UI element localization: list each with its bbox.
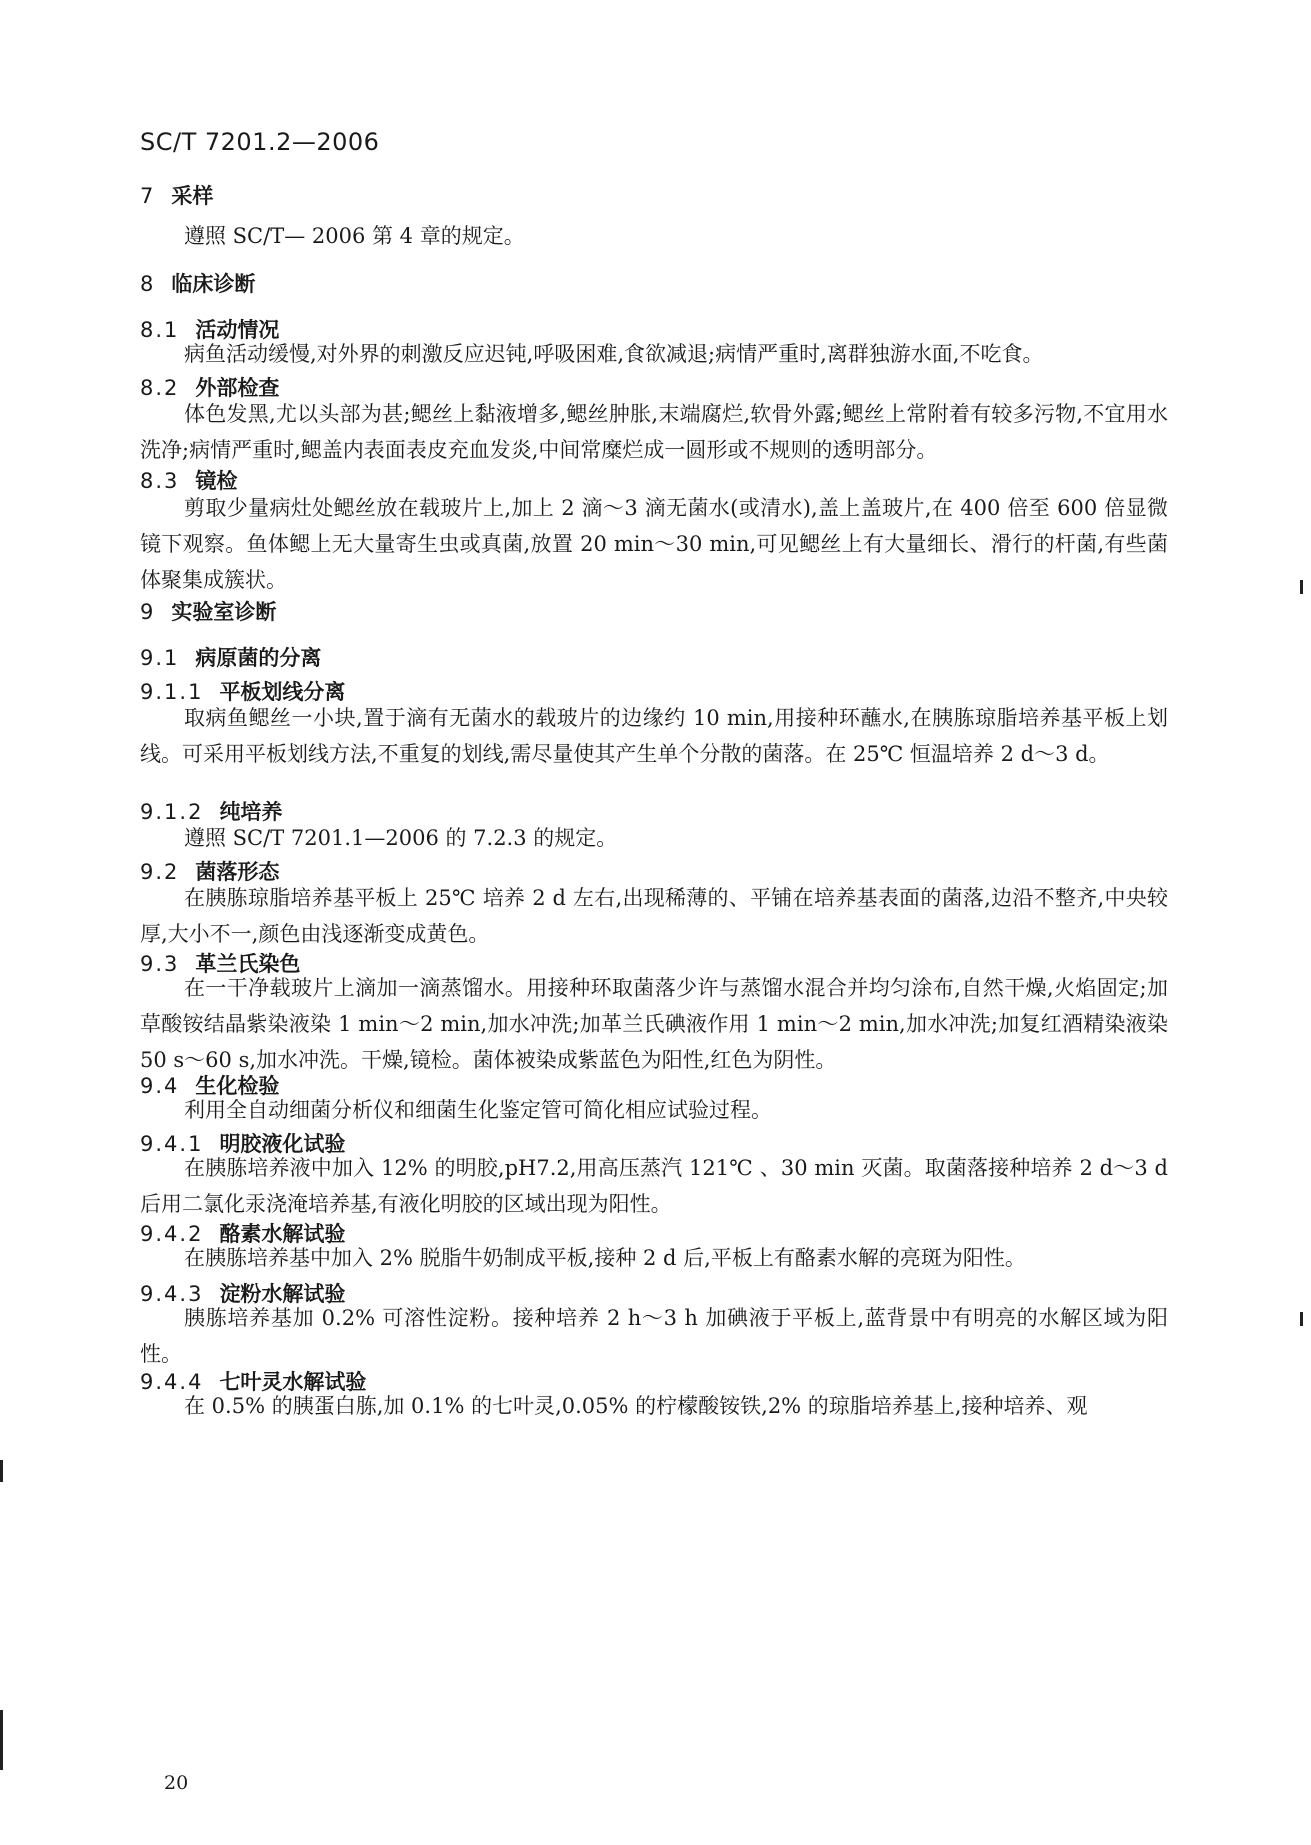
section-title: 镜检 <box>195 469 238 493</box>
document-id: SC/T 7201.2—2006 <box>140 128 380 156</box>
section-number: 9.2 <box>140 860 180 884</box>
section-title: 淀粉水解试验 <box>219 1282 346 1306</box>
scan-mark <box>1300 580 1303 594</box>
section-title: 革兰氏染色 <box>195 952 301 976</box>
section-title: 活动情况 <box>195 318 280 342</box>
paragraph-8-1: 病鱼活动缓慢,对外界的刺激反应迟钝,呼吸困难,食欲减退;病情严重时,离群独游水面,不吃食。 <box>184 342 1044 366</box>
scan-mark <box>1300 1312 1303 1326</box>
section-title: 临床诊断 <box>171 272 256 296</box>
section-9-heading <box>140 596 276 626</box>
section-number: 9.1 <box>140 646 180 670</box>
section-number: 9 <box>140 600 156 624</box>
section-number: 9.3 <box>140 952 180 976</box>
section-number: 9.4.3 <box>140 1282 204 1306</box>
section-number: 9.4 <box>140 1074 180 1098</box>
section-title: 酪素水解试验 <box>219 1222 346 1246</box>
section-number: 7 <box>140 184 156 208</box>
paragraph-9-1-1: 取病鱼鳃丝一小块,置于滴有无菌水的载玻片的边缘约 10 min,用接种环蘸水,在胰胨琼脂培养基平板上划线。可采用平板划线方法,不重复的划线,需尽量使其产生单个分散的菌落。在 25℃ 恒温培养 2 d～3 d。 <box>140 706 1168 766</box>
paragraph-8-3: 剪取少量病灶处鳃丝放在载玻片上,加上 2 滴～3 滴无菌水(或清水),盖上盖玻片,在 400 倍至 600 倍显微镜下观察。鱼体鳃上无大量寄生虫或真菌,放置 20 min～30 min,可见鳃丝上有大量细长、滑行的杆菌,有些菌体聚集成簇状。 <box>140 496 1168 592</box>
section-number: 8.1 <box>140 318 180 342</box>
section-title: 纯培养 <box>219 800 283 824</box>
page-number: 20 <box>164 1772 189 1794</box>
section-number: 8.3 <box>140 469 180 493</box>
scan-mark <box>0 1460 3 1482</box>
section-title: 病原菌的分离 <box>195 646 322 670</box>
paragraph-9-4-1: 在胰胨培养液中加入 12% 的明胶,pH7.2,用高压蒸汽 121℃ 、30 min 灭菌。取菌落接种培养 2 d～3 d 后用二氯化汞浇淹培养基,有液化明胶的区域出现为阳性。 <box>140 1156 1168 1216</box>
paragraph-7: 遵照 SC/T— 2006 第 4 章的规定。 <box>184 224 525 248</box>
paragraph-9-4-2: 在胰胨培养基中加入 2% 脱脂牛奶制成平板,接种 2 d 后,平板上有酪素水解的亮斑为阳性。 <box>184 1246 1026 1270</box>
section-number: 8 <box>140 272 156 296</box>
section-title: 生化检验 <box>195 1074 280 1098</box>
section-title: 菌落形态 <box>195 860 280 884</box>
paragraph-9-4-3: 胰胨培养基加 0.2% 可溶性淀粉。接种培养 2 h～3 h 加碘液于平板上,蓝背景中有明亮的水解区域为阳性。 <box>140 1306 1168 1366</box>
section-title: 外部检查 <box>195 376 280 400</box>
paragraph-9-4: 利用全自动细菌分析仪和细菌生化鉴定管可简化相应试验过程。 <box>184 1098 772 1122</box>
scan-mark <box>0 1710 3 1770</box>
section-number: 9.4.1 <box>140 1132 204 1156</box>
section-number: 9.1.1 <box>140 680 204 704</box>
paragraph-9-2: 在胰胨琼脂培养基平板上 25℃ 培养 2 d 左右,出现稀薄的、平铺在培养基表面的菌落,边沿不整齐,中央较厚,大小不一,颜色由浅逐渐变成黄色。 <box>140 886 1168 946</box>
section-8-heading <box>140 268 255 298</box>
section-9-1-heading <box>140 642 321 672</box>
paragraph-9-3: 在一干净载玻片上滴加一滴蒸馏水。用接种环取菌落少许与蒸馏水混合并均匀涂布,自然干燥,火焰固定;加草酸铵结晶紫染液染 1 min～2 min,加水冲洗;加革兰氏碘液作用 1 min～2 min,加水冲洗;加复红酒精染液染 50 s～60 s,加水冲洗。干燥,镜检。菌体被染成紫蓝色为阳性,红色为阴性。 <box>140 976 1168 1072</box>
section-number: 8.2 <box>140 376 180 400</box>
section-title: 采样 <box>171 184 214 208</box>
section-number: 9.4.2 <box>140 1222 204 1246</box>
section-title: 明胶液化试验 <box>219 1132 346 1156</box>
section-title: 平板划线分离 <box>219 680 346 704</box>
section-title: 实验室诊断 <box>171 600 277 624</box>
section-number: 9.4.4 <box>140 1370 204 1394</box>
section-number: 9.1.2 <box>140 800 204 824</box>
paragraph-9-1-2: 遵照 SC/T 7201.1—2006 的 7.2.3 的规定。 <box>184 826 618 850</box>
paragraph-8-2: 体色发黑,尤以头部为甚;鳃丝上黏液增多,鳃丝肿胀,末端腐烂,软骨外露;鳃丝上常附着有较多污物,不宜用水洗净;病情严重时,鳃盖内表面表皮充血发炎,中间常糜烂成一圆形或不规则的透明部分。 <box>140 402 1168 462</box>
section-7-heading <box>140 180 213 210</box>
section-title: 七叶灵水解试验 <box>219 1370 367 1394</box>
paragraph-9-4-4: 在 0.5% 的胰蛋白胨,加 0.1% 的七叶灵,0.05% 的柠檬酸铵铁,2% 的琼脂培养基上,接种培养、观 <box>184 1394 1088 1418</box>
